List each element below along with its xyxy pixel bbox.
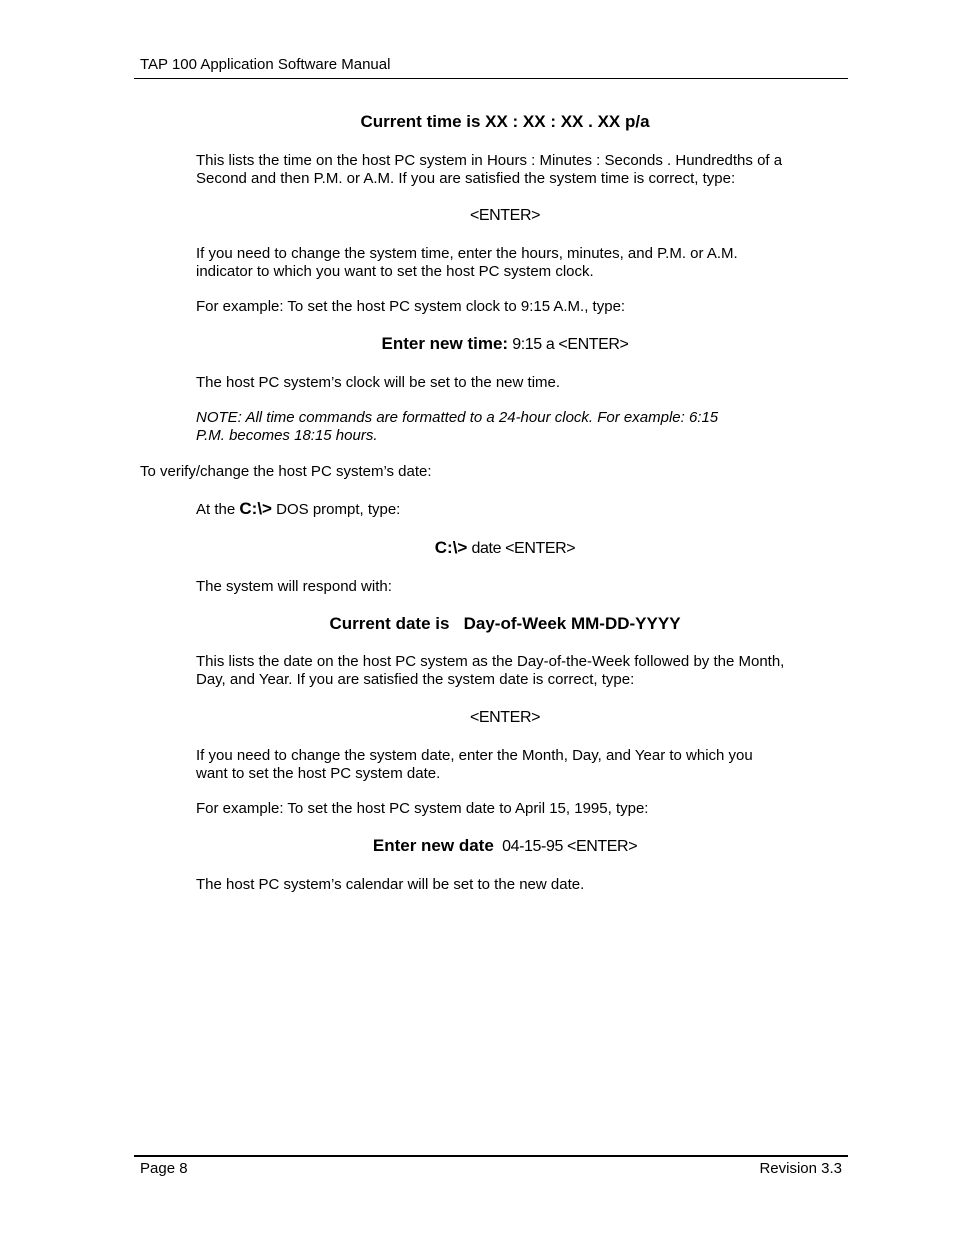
time-change-line-1: If you need to change the system time, enter the hours, minutes, and P.M. or A.M. [196,245,738,262]
date-description-line-1: This lists the date on the host PC system as the Day-of-the-Week followed by the Month, [196,653,785,670]
new-time-command-line [0,335,954,354]
time-description-line-2: Second and then P.M. or A.M. If you are satisfied the system time is correct, type: [196,170,736,187]
time-note [196,409,816,445]
date-result: The host PC system’s calendar will be set to the new date. [196,876,585,893]
date-intro: To verify/change the host PC system’s date: [140,463,432,480]
current-time-heading: Current time is XX : XX : XX . XX p/a [360,112,650,131]
date-description-line-2: Day, and Year. If you are satisfied the system date is correct, type: [196,671,635,688]
time-note-line-2: P.M. becomes 18:15 hours. [196,427,378,444]
date-change-line-2: want to set the host PC system date. [196,765,441,782]
dos-prompt-instruction [196,500,816,519]
date-command-line [0,539,954,558]
date-command-prompt: C:\> [434,538,468,557]
date-description [196,653,816,689]
new-date-command-line [0,837,954,856]
enter-key-command-1: <ENTER> [469,207,541,224]
footer-page-number: Page 8 [140,1160,188,1177]
new-time-label: Enter new time: [381,334,509,353]
date-change-line-1: If you need to change the system date, enter the Month, Day, and Year to which you [196,747,753,764]
system-respond-text: The system will respond with: [196,578,392,595]
time-note-line-1: NOTE: All time commands are formatted to a 24-hour clock. For example: 6:15 [196,409,719,426]
date-example: For example: To set the host PC system date to April 15, 1995, type: [196,800,649,817]
header-rule [134,78,848,79]
dos-prompt-symbol: C:\> [239,499,272,518]
prompt-post-text: DOS prompt, type: [276,501,401,518]
new-date-command: 04-15-95 <ENTER> [502,838,638,855]
date-command: date <ENTER> [471,540,576,557]
enter-key-command-2: <ENTER> [469,709,541,726]
footer-rule [134,1155,848,1157]
time-change-line-2: indicator to which you want to set the host PC system clock. [196,263,594,280]
date-change-instructions [196,747,816,783]
time-description [196,152,816,188]
current-date-heading [0,615,954,633]
new-date-label: Enter new date [372,836,494,855]
current-date-heading-part-1: Current date is [329,614,450,633]
time-change-instructions [196,245,816,281]
current-date-heading-part-2: Day-of-Week MM-DD-YYYY [463,614,681,633]
time-example: For example: To set the host PC system clock to 9:15 A.M., type: [196,298,626,315]
time-result: The host PC system’s clock will be set to the new time. [196,374,561,391]
time-description-line-1: This lists the time on the host PC system in Hours : Minutes : Seconds . Hundredths of a [196,152,783,169]
prompt-pre-text: At the [196,501,236,518]
footer-revision: Revision 3.3 [759,1160,842,1177]
new-time-command: 9:15 a <ENTER> [512,336,629,353]
page-header-title: TAP 100 Application Software Manual [140,56,391,73]
